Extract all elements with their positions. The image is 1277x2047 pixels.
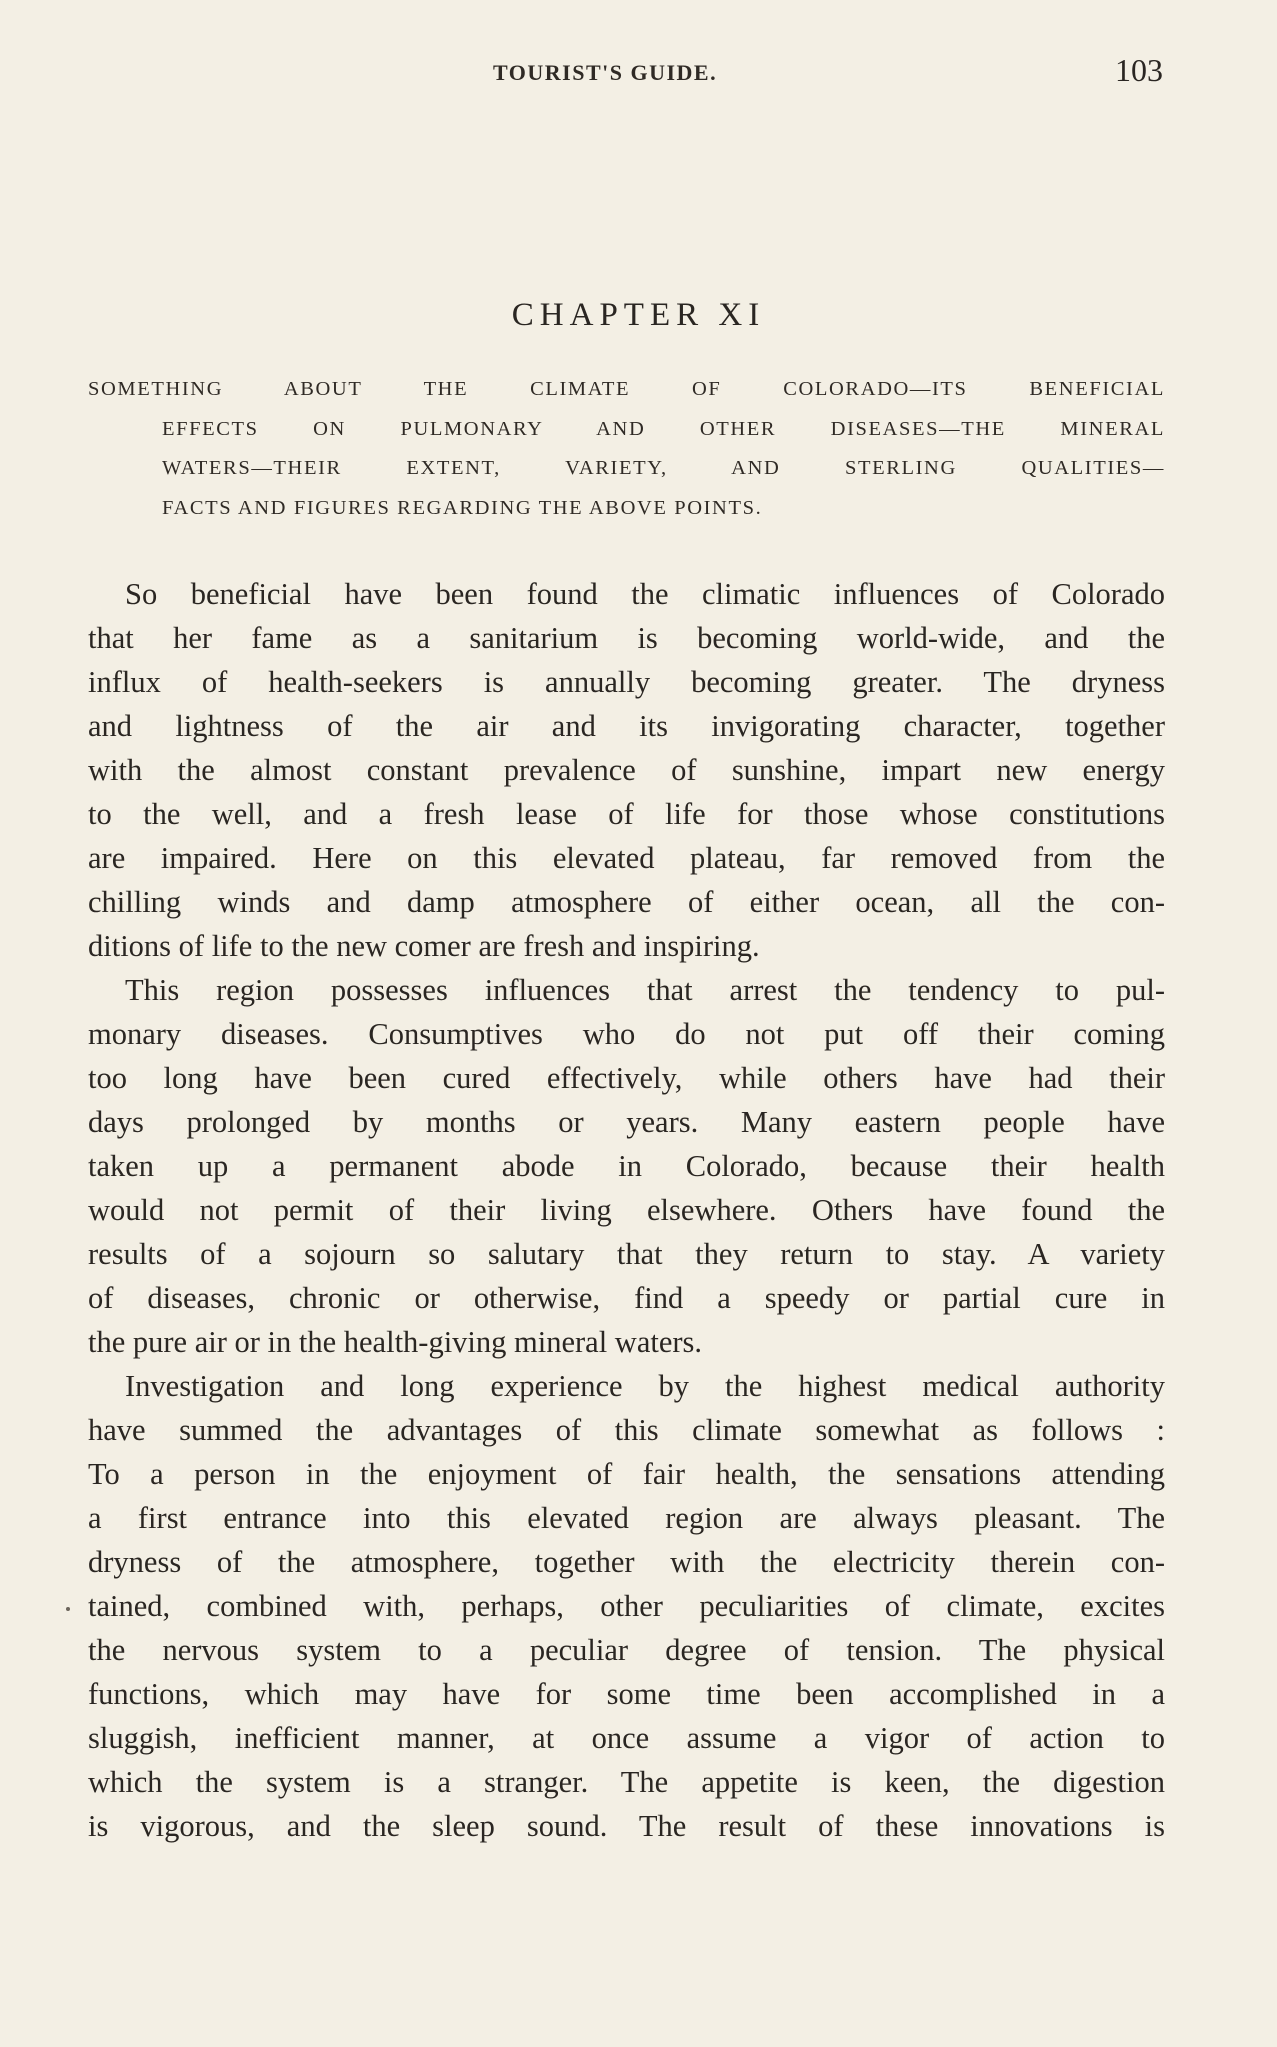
text-line: the pure air or in the health-giving mineral waters. [88, 1325, 703, 1359]
text-line: To a person in the enjoyment of fair health, the sensations attending [88, 1457, 1165, 1491]
synopsis-line: FACTS AND FIGURES REGARDING THE ABOVE POINTS. [162, 496, 763, 519]
text-line: too long have been cured effectively, while others have had their [88, 1061, 1165, 1095]
text-line: functions, which may have for some time been accomplished in a [88, 1677, 1165, 1711]
text-line: the nervous system to a peculiar degree of tension. The physical [88, 1633, 1165, 1667]
text-line: results of a sojourn so salutary that they return to stay. A variety [88, 1237, 1165, 1271]
text-line: and lightness of the air and its invigorating character, together [88, 709, 1165, 743]
text-line: to the well, and a fresh lease of life for those whose constitutions [88, 797, 1165, 831]
text-line: is vigorous, and the sleep sound. The result of these innovations is [88, 1809, 1165, 1843]
text-line: sluggish, inefficient manner, at once assume a vigor of action to [88, 1721, 1165, 1755]
synopsis-line: SOMETHING ABOUT THE CLIMATE OF COLORADO—ITS BENEFICIAL [88, 378, 1165, 400]
text-line: have summed the advantages of this climate somewhat as follows : [88, 1413, 1165, 1447]
text-line: days prolonged by months or years. Many eastern people have [88, 1105, 1165, 1139]
text-line: So beneficial have been found the climatic influences of Colorado [125, 577, 1165, 611]
text-line: This region possesses influences that arrest the tendency to pul- [125, 973, 1165, 1007]
text-line: Investigation and long experience by the highest medical authority [125, 1369, 1165, 1403]
margin-dot [66, 1607, 70, 1611]
text-line: ditions of life to the new comer are fresh and inspiring. [88, 929, 760, 963]
chapter-synopsis [88, 370, 1165, 528]
text-line: dryness of the atmosphere, together with the electricity therein con- [88, 1545, 1165, 1579]
text-line: chilling winds and damp atmosphere of either ocean, all the con- [88, 885, 1165, 919]
synopsis-line: WATERS—THEIR EXTENT, VARIETY, AND STERLING QUALITIES— [162, 457, 1165, 479]
text-line: taken up a permanent abode in Colorado, because their health [88, 1149, 1165, 1183]
text-line: with the almost constant prevalence of sunshine, impart new energy [88, 753, 1165, 787]
synopsis-line: EFFECTS ON PULMONARY AND OTHER DISEASES—THE MINERAL [162, 417, 1165, 440]
chapter-title: CHAPTER XI [511, 297, 766, 333]
page-number: 103 [1115, 52, 1163, 88]
text-line: of diseases, chronic or otherwise, find a speedy or partial cure in [88, 1281, 1165, 1315]
body-text [88, 572, 1165, 1848]
text-line: monary diseases. Consumptives who do not put off their coming [88, 1017, 1165, 1051]
running-head [88, 52, 1163, 92]
text-line: influx of health-seekers is annually becoming greater. The dryness [88, 665, 1165, 699]
text-line: would not permit of their living elsewhere. Others have found the [88, 1193, 1165, 1227]
text-line: that her fame as a sanitarium is becoming world-wide, and the [88, 621, 1165, 655]
running-title: TOURIST'S GUIDE. [493, 60, 718, 85]
text-line: a first entrance into this elevated region are always pleasant. The [88, 1501, 1165, 1535]
text-line: which the system is a stranger. The appetite is keen, the digestion [88, 1765, 1165, 1799]
text-line: are impaired. Here on this elevated plateau, far removed from the [88, 841, 1165, 875]
text-line: tained, combined with, perhaps, other peculiarities of climate, excites [88, 1589, 1165, 1623]
